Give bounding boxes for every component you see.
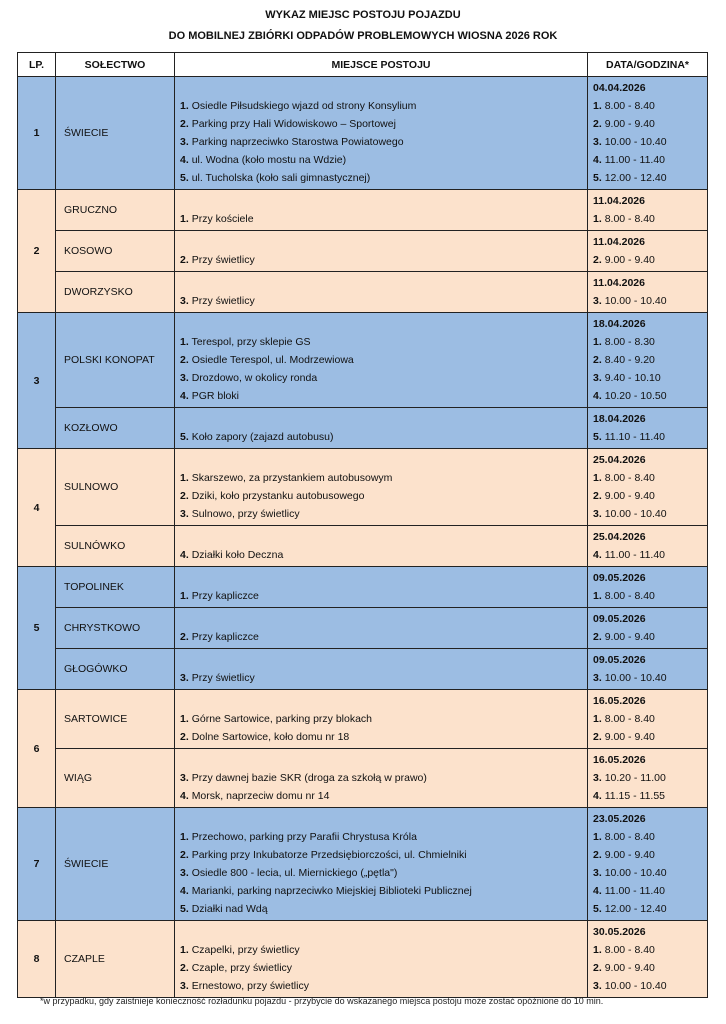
time-number: 3. [593,136,602,148]
place-item [180,882,587,900]
schedule-table [17,52,708,998]
time-item [593,546,707,564]
place-number: 2. [180,731,189,743]
date-label: 18.04.2026 [593,413,646,425]
place-number: 1. [180,100,189,112]
title-line-1: WYKAZ MIEJSC POSTOJU POJAZDU [265,9,461,21]
data-cell [588,190,708,231]
place-number: 4. [180,885,189,897]
date-label: 09.05.2026 [593,613,646,625]
date-label: 11.04.2026 [593,236,645,248]
time-text: 8.00 - 8.40 [604,713,655,725]
time-item [593,151,707,169]
solectwo-cell: SULNÓWKO [56,526,175,567]
time-text: 9.40 - 10.10 [604,372,661,384]
data-cell [588,649,708,690]
place-item [180,959,587,977]
time-text: 11.15 - 11.55 [604,790,666,802]
lp-cell: 8 [18,921,56,998]
place-text: Przy dawnej bazie SKR (droga za szkołą w prawo) [191,772,427,784]
date-label: 25.04.2026 [593,454,646,466]
time-item [593,97,707,115]
time-text: 9.00 - 9.40 [604,254,655,266]
time-item [593,210,707,228]
time-number: 1. [593,944,602,956]
place-item [180,369,587,387]
data-cell [588,921,708,998]
time-item [593,169,707,187]
place-text: Przy kapliczce [191,590,259,602]
table-row [18,526,708,567]
place-text: Parking przy Inkubatorze Przedsiębiorczości, ul. Chmielniki [191,849,467,861]
time-text: 11.10 - 11.40 [604,431,666,443]
time-number: 2. [593,962,602,974]
time-number: 2. [593,731,602,743]
time-number: 2. [593,254,602,266]
place-text: Osiedle Terespol, ul. Modrzewiowa [191,354,354,366]
time-item [593,900,707,918]
data-cell [588,231,708,272]
time-item [593,351,707,369]
place-item [180,828,587,846]
place-number: 2. [180,254,189,266]
data-cell [588,749,708,808]
place-number: 1. [180,213,189,225]
place-item [180,97,587,115]
place-number: 3. [180,136,189,148]
place-text: Osiedle Piłsudskiego wjazd od strony Konsylium [191,100,417,112]
time-item [593,628,707,646]
place-item [180,251,587,269]
date-label: 11.04.2026 [593,195,645,207]
table-row [18,313,708,408]
place-item [180,292,587,310]
time-text: 11.00 - 11.40 [604,154,666,166]
place-number: 5. [180,172,189,184]
time-item [593,115,707,133]
miejsce-cell [175,449,588,526]
place-item [180,628,587,646]
time-item [593,787,707,805]
footnote: *w przypadku, gdy zaistnieje konieczność rozładunku pojazdu - przybycie do wskazanego miejsca postoju może zostać opóźnione do 10 min. [40,996,604,1006]
place-item [180,428,587,446]
place-item [180,115,587,133]
time-text: 8.00 - 8.40 [604,590,655,602]
table-row [18,190,708,231]
time-item [593,669,707,687]
place-number: 5. [180,903,189,915]
data-cell [588,608,708,649]
time-number: 1. [593,100,602,112]
solectwo-cell: TOPOLINEK [56,567,175,608]
date-label: 30.05.2026 [593,926,646,938]
miejsce-cell [175,313,588,408]
place-text: ul. Tucholska (koło sali gimnastycznej) [191,172,371,184]
time-item [593,728,707,746]
place-number: 1. [180,831,189,843]
time-number: 3. [593,980,602,992]
time-text: 8.00 - 8.40 [604,472,655,484]
table-row [18,449,708,526]
place-text: Terespol, przy sklepie GS [191,336,311,348]
miejsce-cell [175,749,588,808]
place-text: Przy kapliczce [191,631,259,643]
place-item [180,469,587,487]
header-row [18,53,708,77]
time-text: 10.20 - 11.00 [604,772,666,784]
solectwo-cell: SULNOWO [56,449,175,526]
place-text: ul. Wodna (koło mostu na Wdzie) [191,154,347,166]
time-item [593,133,707,151]
place-text: Dolne Sartowice, koło domu nr 18 [191,731,350,743]
lp-cell: 5 [18,567,56,690]
place-number: 2. [180,631,189,643]
table-row [18,690,708,749]
place-number: 1. [180,336,189,348]
table-row [18,921,708,998]
data-cell [588,526,708,567]
place-item [180,546,587,564]
time-number: 2. [593,354,602,366]
data-cell [588,449,708,526]
time-text: 10.00 - 10.40 [604,295,667,307]
date-label: 25.04.2026 [593,531,646,543]
place-item [180,787,587,805]
place-text: Górne Sartowice, parking przy blokach [191,713,373,725]
place-text: Czaple, przy świetlicy [191,962,293,974]
place-item [180,900,587,918]
place-item [180,333,587,351]
date-label: 11.04.2026 [593,277,645,289]
table-row [18,408,708,449]
lp-cell: 4 [18,449,56,567]
time-text: 12.00 - 12.40 [604,172,667,184]
time-item [593,469,707,487]
place-item [180,587,587,605]
miejsce-cell [175,567,588,608]
data-cell [588,313,708,408]
place-number: 1. [180,713,189,725]
time-number: 3. [593,372,602,384]
place-number: 3. [180,772,189,784]
place-number: 4. [180,790,189,802]
time-text: 10.00 - 10.40 [604,508,667,520]
data-cell [588,272,708,313]
time-text: 8.00 - 8.40 [604,100,655,112]
place-text: Koło zapory (zajazd autobusu) [191,431,334,443]
solectwo-cell: ŚWIECIE [56,77,175,190]
place-item [180,846,587,864]
place-item [180,505,587,523]
time-number: 3. [593,772,602,784]
place-text: Skarszewo, za przystankiem autobusowym [191,472,393,484]
time-number: 5. [593,903,602,915]
time-number: 1. [593,336,602,348]
time-number: 2. [593,849,602,861]
place-item [180,864,587,882]
time-text: 11.00 - 11.40 [604,885,666,897]
place-text: Morsk, naprzeciw domu nr 14 [191,790,330,802]
place-number: 3. [180,672,189,684]
time-number: 5. [593,431,602,443]
time-text: 9.00 - 9.40 [604,731,655,743]
time-number: 4. [593,390,602,402]
lp-cell: 2 [18,190,56,313]
miejsce-cell [175,921,588,998]
time-number: 3. [593,672,602,684]
time-text: 9.00 - 9.40 [604,849,655,861]
table-row [18,808,708,921]
date-label: 16.05.2026 [593,695,646,707]
data-cell [588,567,708,608]
time-text: 10.20 - 10.50 [604,390,667,402]
time-number: 3. [593,508,602,520]
table-row [18,272,708,313]
time-item [593,941,707,959]
solectwo-cell: WIĄG [56,749,175,808]
time-number: 3. [593,867,602,879]
time-item [593,959,707,977]
place-text: Działki nad Wdą [191,903,268,915]
place-number: 2. [180,118,189,130]
time-item [593,487,707,505]
time-item [593,864,707,882]
time-text: 11.00 - 11.40 [604,549,666,561]
place-item [180,151,587,169]
solectwo-cell: CHRYSTKOWO [56,608,175,649]
date-label: 04.04.2026 [593,82,646,94]
time-number: 1. [593,713,602,725]
place-number: 5. [180,431,189,443]
time-item [593,292,707,310]
place-item [180,710,587,728]
date-label: 16.05.2026 [593,754,646,766]
time-number: 2. [593,118,602,130]
place-number: 4. [180,154,189,166]
time-item [593,505,707,523]
place-text: Sulnowo, przy świetlicy [191,508,300,520]
lp-cell: 6 [18,690,56,808]
date-label: 09.05.2026 [593,654,646,666]
time-number: 1. [593,472,602,484]
time-item [593,882,707,900]
time-text: 10.00 - 10.40 [604,672,667,684]
place-number: 3. [180,508,189,520]
place-text: Marianki, parking naprzeciwko Miejskiej Biblioteki Publicznej [191,885,472,897]
solectwo-cell: POLSKI KONOPAT [56,313,175,408]
time-text: 10.00 - 10.40 [604,867,667,879]
time-item [593,828,707,846]
place-item [180,941,587,959]
place-number: 3. [180,372,189,384]
header-miejsce: MIEJSCE POSTOJU [175,53,588,77]
solectwo-cell: KOZŁOWO [56,408,175,449]
time-number: 3. [593,295,602,307]
time-item [593,846,707,864]
header-lp: LP. [18,53,56,77]
solectwo-cell: SARTOWICE [56,690,175,749]
time-number: 2. [593,631,602,643]
miejsce-cell [175,690,588,749]
date-label: 23.05.2026 [593,813,646,825]
place-item [180,669,587,687]
data-cell [588,77,708,190]
place-number: 1. [180,944,189,956]
solectwo-cell: DWORZYSKO [56,272,175,313]
miejsce-cell [175,408,588,449]
time-number: 4. [593,885,602,897]
time-item [593,251,707,269]
time-text: 9.00 - 9.40 [604,490,655,502]
time-text: 8.00 - 8.40 [604,831,655,843]
place-text: Czapelki, przy świetlicy [191,944,300,956]
time-text: 8.00 - 8.40 [604,944,655,956]
place-number: 2. [180,490,189,502]
table-row [18,608,708,649]
table-row [18,749,708,808]
place-number: 1. [180,472,189,484]
place-number: 3. [180,980,189,992]
time-text: 8.40 - 9.20 [604,354,655,366]
time-number: 4. [593,790,602,802]
place-text: Przechowo, parking przy Parafii Chrystusa Króla [191,831,417,843]
miejsce-cell [175,190,588,231]
miejsce-cell [175,231,588,272]
place-text: Osiedle 800 - lecia, ul. Miernickiego („pętla") [191,867,398,879]
place-item [180,210,587,228]
time-number: 4. [593,549,602,561]
place-item [180,769,587,787]
time-item [593,587,707,605]
place-text: Przy kościele [191,213,254,225]
table-row [18,567,708,608]
place-item [180,351,587,369]
time-item [593,710,707,728]
place-item [180,977,587,995]
lp-cell: 1 [18,77,56,190]
place-text: Drozdowo, w okolicy ronda [191,372,318,384]
place-number: 4. [180,549,189,561]
miejsce-cell [175,272,588,313]
data-cell [588,808,708,921]
lp-cell: 7 [18,808,56,921]
solectwo-cell: GŁOGÓWKO [56,649,175,690]
time-number: 4. [593,154,602,166]
time-text: 12.00 - 12.40 [604,903,667,915]
time-item [593,769,707,787]
place-text: Parking naprzeciwko Starostwa Powiatowego [191,136,404,148]
miejsce-cell [175,77,588,190]
place-number: 1. [180,590,189,602]
place-text: Parking przy Hali Widowiskowo – Sportowej [191,118,396,130]
place-text: Przy świetlicy [191,254,255,266]
solectwo-cell: GRUCZNO [56,190,175,231]
time-text: 8.00 - 8.30 [604,336,655,348]
date-label: 09.05.2026 [593,572,646,584]
time-text: 9.00 - 9.40 [604,631,655,643]
time-item [593,369,707,387]
place-number: 3. [180,867,189,879]
place-text: Działki koło Deczna [191,549,284,561]
miejsce-cell [175,808,588,921]
data-cell [588,408,708,449]
place-text: Ernestowo, przy świetlicy [191,980,309,992]
time-number: 5. [593,172,602,184]
time-number: 1. [593,213,602,225]
place-number: 4. [180,390,189,402]
table-row [18,649,708,690]
miejsce-cell [175,608,588,649]
table-row [18,231,708,272]
date-label: 18.04.2026 [593,318,646,330]
time-number: 2. [593,490,602,502]
place-item [180,387,587,405]
time-item [593,428,707,446]
time-text: 9.00 - 9.40 [604,962,655,974]
lp-cell: 3 [18,313,56,449]
miejsce-cell [175,649,588,690]
time-text: 10.00 - 10.40 [604,980,667,992]
place-number: 2. [180,962,189,974]
title-line-2: DO MOBILNEJ ZBIÓRKI ODPADÓW PROBLEMOWYCH WIOSNA 2026 ROK [168,30,558,42]
miejsce-cell [175,526,588,567]
place-item [180,487,587,505]
time-item [593,387,707,405]
place-text: Dziki, koło przystanku autobusowego [191,490,365,502]
time-number: 1. [593,590,602,602]
place-item [180,728,587,746]
place-item [180,169,587,187]
time-number: 1. [593,831,602,843]
place-number: 3. [180,295,189,307]
time-text: 10.00 - 10.40 [604,136,667,148]
solectwo-cell: CZAPLE [56,921,175,998]
header-data: DATA/GODZINA* [588,53,708,77]
place-number: 2. [180,849,189,861]
header-solectwo: SOŁECTWO [56,53,175,77]
solectwo-cell: ŚWIECIE [56,808,175,921]
place-number: 2. [180,354,189,366]
time-text: 8.00 - 8.40 [604,213,655,225]
time-item [593,333,707,351]
place-item [180,133,587,151]
time-text: 9.00 - 9.40 [604,118,655,130]
time-item [593,977,707,995]
table-row [18,77,708,190]
place-text: Przy świetlicy [191,295,255,307]
place-text: Przy świetlicy [191,672,255,684]
data-cell [588,690,708,749]
place-text: PGR bloki [191,390,239,402]
solectwo-cell: KOSOWO [56,231,175,272]
